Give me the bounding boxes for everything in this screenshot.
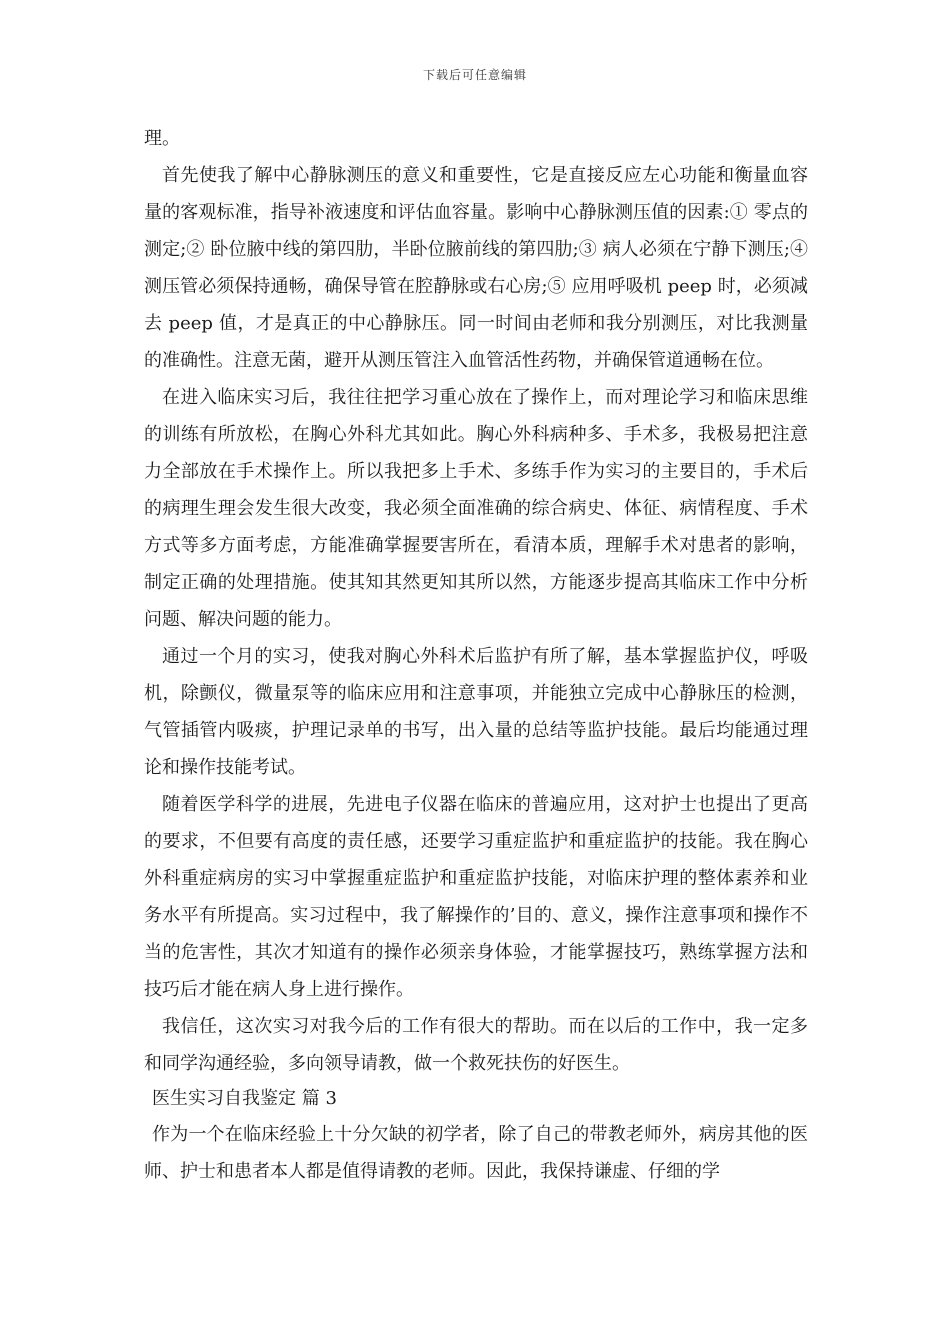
document-body [144,120,808,1190]
paragraph-2: 首先使我了解中心静脉测压的意义和重要性，它是直接反应左心功能和衡量血容量的客观标准，指导补液速度和评估血容量。影响中心静脉测压值的因素:① 零点的测定;② 卧位腋中线的第四肋，半卧位腋前线的第四肋;③ 病人必须在宁静下测压;④ 测压管必须保持通畅，确保导管在腔静脉或右心房;⑤ 应用呼吸机 peep 时，必须减去 peep 值，才是真正的中心静脉压。同一时间由老师和我分别测压，对比我测量的准确性。注意无菌，避开从测压管注入血管活性药物，并确保管道通畅在位。 [144,165,808,371]
paragraph-6: 我信任，这次实习对我今后的工作有很大的帮助。而在以后的工作中，我一定多和同学沟通经验，多向领导请教，做一个救死扶伤的好医生。 [144,1016,808,1074]
paragraph-5: 随着医学科学的进展，先进电子仪器在临床的普遍应用，这对护士也提出了更高的要求，不但要有高度的责任感，还要学习重症监护和重症监护的技能。我在胸心外科重症病房的实习中掌握重症监护和重症监护技能，对临床护理的整体素养和业务水平有所提高。实习过程中，我了解操作的’目的、意义，操作注意事项和操作不当的危害性，其次才知道有的操作必须亲身体验，才能掌握技巧，熟练掌握方法和技巧后才能在病人身上进行操作。 [144,794,808,1000]
paragraph-1: 理。 [144,128,180,149]
paragraph-7: 作为一个在临床经验上十分欠缺的初学者，除了自己的带教老师外，病房其他的医师、护士和患者本人都是值得请教的老师。因此，我保持谦虚、仔细的学 [144,1124,808,1182]
section-heading: 医生实习自我鉴定 篇 3 [152,1088,337,1109]
paragraph-3: 在进入临床实习后，我往往把学习重心放在了操作上，而对理论学习和临床思维的训练有所放松，在胸心外科尤其如此。胸心外科病种多、手术多，我极易把注意力全部放在手术操作上。所以我把多上手术、多练手作为实习的主要目的，手术后的病理生理会发生很大改变，我必须全面准确的综合病史、体征、病情程度、手术方式等多方面考虑，方能准确掌握要害所在，看清本质，理解手术对患者的影响，制定正确的处理措施。使其知其然更知其所以然，方能逐步提高其临床工作中分析问题、解决问题的能力。 [144,387,808,630]
paragraph-4: 通过一个月的实习，使我对胸心外科术后监护有所了解，基本掌握监护仪，呼吸机，除颤仪，微量泵等的临床应用和注意事项，并能独立完成中心静脉压的检测，气管插管内吸痰，护理记录单的书写，出入量的总结等监护技能。最后均能通过理论和操作技能考试。 [144,646,808,778]
page-header: 下载后可任意编辑 [422,68,527,82]
